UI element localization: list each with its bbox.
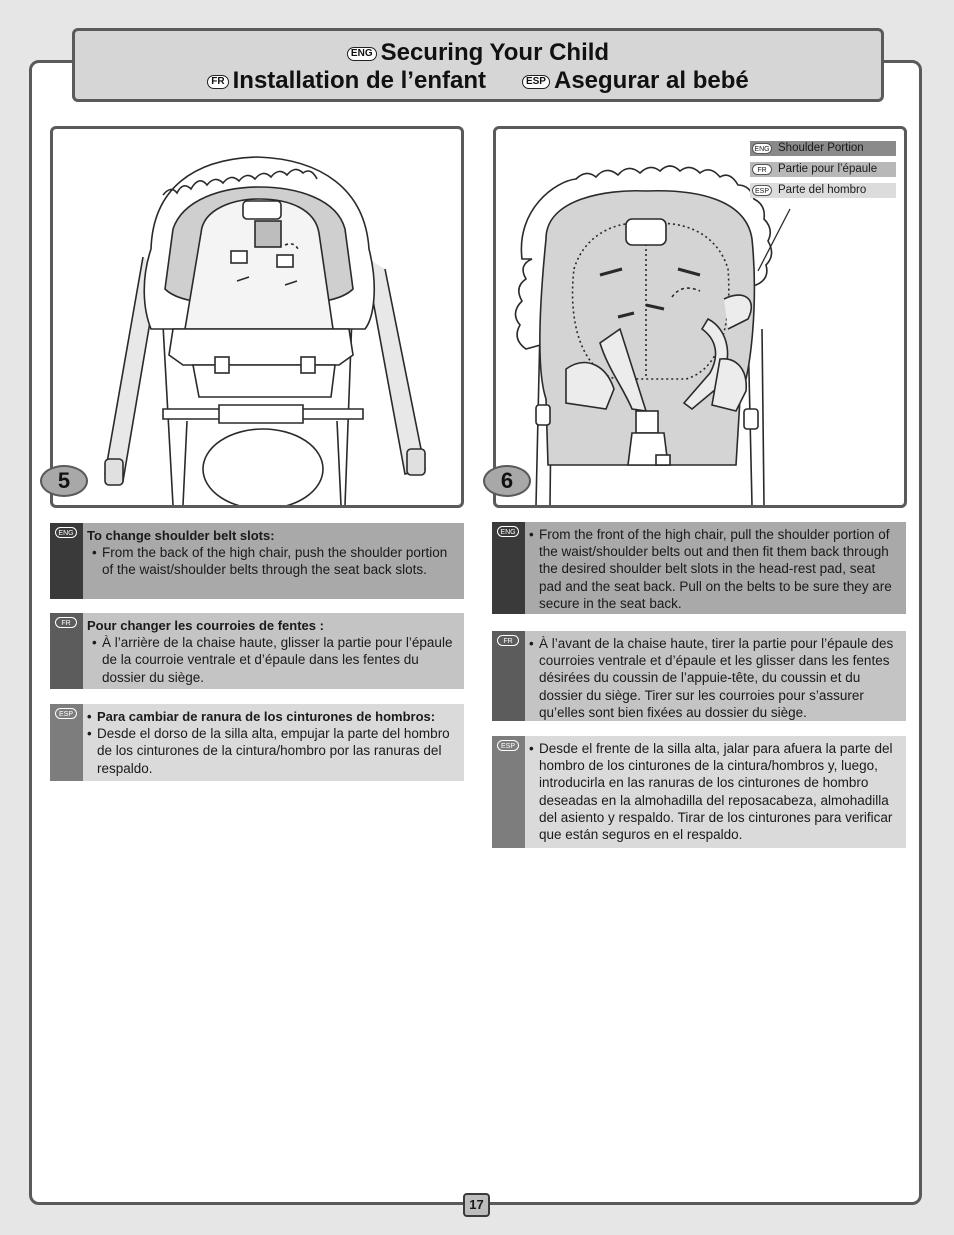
callout-french: Partie pour l’épaule bbox=[778, 163, 878, 175]
french-tab bbox=[50, 613, 83, 689]
step-6-french-bullet: • À l’avant de la chaise haute, tirer la partie pour l’épaule des courroies ventrale et d’épaule et les glisser dans les fentes désirées du coussin de l’appuie-tête, du coussin et du dossier du siège. Tirer sur les courroies pour s’assurer qu’elles sont bien fixées au dossier du siège. bbox=[529, 636, 894, 720]
spanish-tab bbox=[492, 736, 525, 848]
step-5-illustration-panel bbox=[50, 126, 464, 508]
step-6-english-bullet: • From the front of the high chair, pull the shoulder portion of the waist/shoulder belts out and then fit them back through the desired shoulder belt slots in the head-rest pad, seat pad and the seat back. Pull on the belts to be sure they are secure in the seat back. bbox=[529, 527, 892, 611]
step-6-french-body bbox=[525, 631, 906, 721]
title-line-english bbox=[75, 39, 881, 67]
step-6-english-instructions bbox=[492, 522, 906, 614]
spanish-tab bbox=[50, 704, 83, 781]
callout-row-english bbox=[750, 141, 896, 156]
step-5-french-instructions bbox=[50, 613, 464, 689]
title-english: Securing Your Child bbox=[380, 39, 610, 66]
step-5-french-body bbox=[83, 613, 464, 689]
step-5-english-bullet: • From the back of the high chair, push the shoulder portion of the waist/shoulder belts through the seat back slots. bbox=[92, 545, 448, 578]
step-6-english-body bbox=[525, 522, 906, 614]
esp-language-badge: ESP bbox=[752, 185, 772, 196]
step-5-spanish-bullet: • Desde el dorso de la silla alta, empujar la parte del hombro de los cinturones de la cintura/hombro por las ranuras del respaldo. bbox=[87, 726, 450, 776]
callout-spanish: Parte del hombro bbox=[778, 184, 867, 196]
step-5-spanish-body bbox=[83, 704, 464, 781]
step-5-english-body bbox=[83, 523, 464, 599]
fr-language-badge: FR bbox=[497, 635, 519, 646]
step-5-french-heading: Pour changer les courroies de fentes : bbox=[87, 618, 324, 633]
english-tab bbox=[50, 523, 83, 599]
step-5-spanish-heading: • Para cambiar de ranura de los cinturones de hombros: bbox=[87, 709, 436, 724]
esp-language-badge: ESP bbox=[522, 75, 550, 89]
esp-language-badge: ESP bbox=[497, 740, 519, 751]
page-number: 17 bbox=[463, 1193, 490, 1217]
step-6-spanish-body bbox=[525, 736, 906, 848]
step-5-english-instructions bbox=[50, 523, 464, 599]
step-6-spanish-bullet: • Desde el frente de la silla alta, jalar para afuera la parte del hombro de los cinturones de la cintura/hombros y, luego, introducirla en las ranuras de los cinturones de hombro deseadas en la almohadilla del reposacabeza, almohadilla del asiento y respaldo. Tirar de los cinturones para verificar que están seguros en el respaldo. bbox=[529, 741, 893, 843]
french-tab bbox=[492, 631, 525, 721]
step-6-illustration-panel bbox=[493, 126, 907, 508]
callout-english: Shoulder Portion bbox=[778, 142, 864, 154]
title-line-french-spanish bbox=[75, 67, 881, 95]
step-5-badge: 5 bbox=[40, 465, 88, 497]
callout-row-french bbox=[750, 162, 896, 177]
eng-language-badge: ENG bbox=[497, 526, 519, 537]
step-6-spanish-instructions bbox=[492, 736, 906, 848]
fr-language-badge: FR bbox=[752, 164, 772, 175]
step-6-badge: 6 bbox=[483, 465, 531, 497]
title-french: Installation de l’enfant bbox=[232, 67, 486, 94]
eng-language-badge: ENG bbox=[347, 47, 377, 61]
callout-row-spanish bbox=[750, 183, 896, 198]
page-title bbox=[72, 28, 884, 102]
step-5-english-heading: To change shoulder belt slots: bbox=[87, 528, 275, 543]
title-spanish: Asegurar al bebé bbox=[553, 67, 749, 94]
english-tab bbox=[492, 522, 525, 614]
high-chair-back-illustration bbox=[53, 129, 461, 505]
eng-language-badge: ENG bbox=[752, 143, 772, 154]
shoulder-portion-callout bbox=[750, 141, 896, 204]
eng-language-badge: ENG bbox=[55, 527, 77, 538]
step-5-french-bullet: • À l’arrière de la chaise haute, glisser la partie pour l’épaule de la courroie ventrale et d’épaule dans les fentes du dossier du siège. bbox=[92, 635, 453, 685]
step-6-french-instructions bbox=[492, 631, 906, 721]
step-5-spanish-instructions bbox=[50, 704, 464, 781]
fr-language-badge: FR bbox=[207, 75, 228, 89]
esp-language-badge: ESP bbox=[55, 708, 77, 719]
fr-language-badge: FR bbox=[55, 617, 77, 628]
